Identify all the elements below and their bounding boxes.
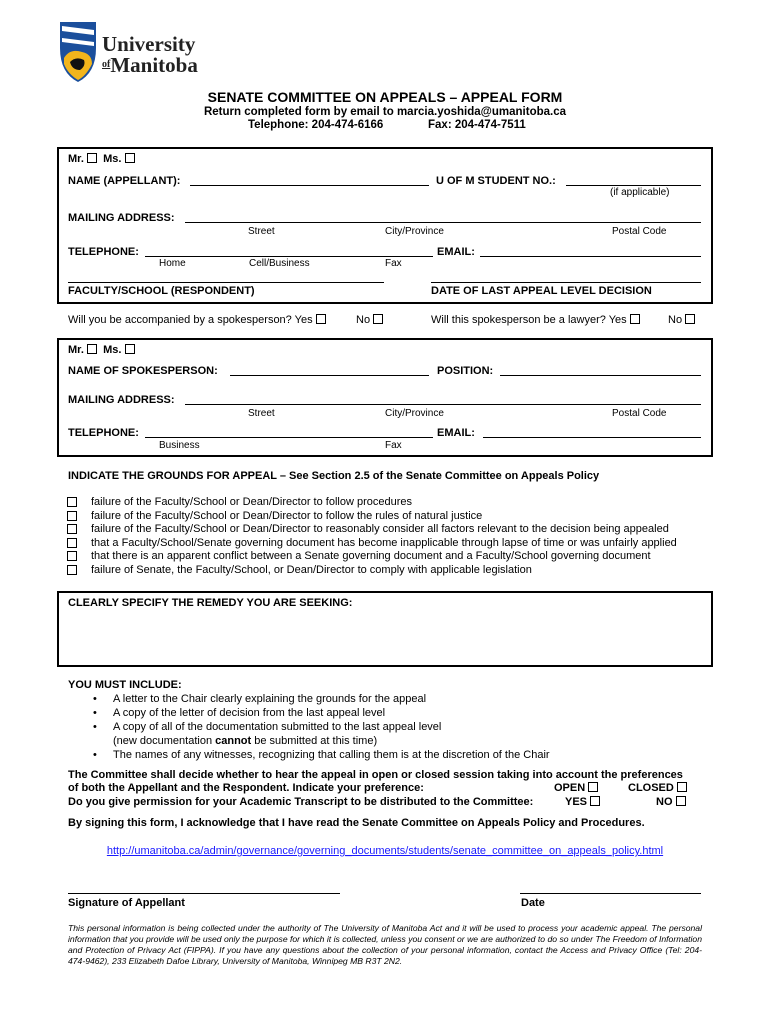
ground-checkbox[interactable]	[67, 538, 77, 548]
include-item: • A copy of all of the documentation submitted to the last appeal level	[113, 720, 753, 734]
spokesperson-name-field[interactable]	[230, 375, 429, 376]
date-decision-label: DATE OF LAST APPEAL LEVEL DECISION	[431, 285, 652, 297]
ground-checkbox[interactable]	[67, 565, 77, 575]
transcript-no-label: NO	[656, 796, 673, 808]
transcript-yes-checkbox[interactable]	[590, 796, 600, 806]
lawyer-no	[668, 314, 695, 326]
position-field[interactable]	[500, 375, 701, 376]
ground-checkbox[interactable]	[67, 511, 77, 521]
home-caption: Home	[159, 258, 186, 269]
city-caption: City/Province	[385, 226, 444, 237]
sp-street-caption: Street	[248, 408, 275, 419]
closed-label: CLOSED	[628, 782, 674, 794]
spokesperson-no-label: No	[356, 314, 371, 326]
sp-business-caption: Business	[159, 440, 200, 451]
ground-checkbox[interactable]	[67, 497, 77, 507]
sp-city-caption: City/Province	[385, 408, 444, 419]
lawyer-no-label: No	[668, 314, 683, 326]
spokesperson-yes-checkbox[interactable]	[316, 314, 326, 324]
open-label: OPEN	[554, 782, 586, 794]
include-list	[69, 692, 753, 762]
ground-text: that there is an apparent conflict between a Senate governing document and a Faculty/School governing document	[91, 550, 651, 562]
subnote-pre: (new documentation	[113, 735, 216, 747]
appellant-mailing-field[interactable]	[185, 222, 701, 223]
appellant-email-label: EMAIL:	[437, 246, 475, 258]
ground-text: failure of the Faculty/School or Dean/Director to follow procedures	[91, 496, 412, 508]
closed-checkbox[interactable]	[677, 782, 687, 792]
transcript-no-option	[656, 796, 686, 808]
header-fax: Fax: 204-474-7511	[428, 119, 526, 131]
logo-university-text: University	[102, 32, 196, 56]
spokesperson-mailing-label: MAILING ADDRESS:	[68, 394, 175, 406]
transcript-yes-option	[565, 796, 600, 808]
include-item: • A letter to the Chair clearly explaining the grounds for the appeal	[113, 692, 753, 706]
bison-shield-icon	[56, 18, 100, 84]
ground-checkbox[interactable]	[67, 524, 77, 534]
lawyer-question-text: Will this spokesperson be a lawyer? Yes	[431, 314, 627, 326]
faculty-field[interactable]	[68, 282, 384, 283]
transcript-no-checkbox[interactable]	[676, 796, 686, 806]
closed-option	[628, 782, 687, 794]
policy-link[interactable]: http://umanitoba.ca/admin/governance/governing_documents/students/senate_committee_on_appeals_policy.html	[106, 845, 664, 857]
transcript-yes-label: YES	[565, 796, 588, 808]
privacy-notice: This personal information is being collected under the authority of The University of Manitoba Act and it will be used to process your academic appeal. The personal information that you provide will be used only the purpose for which it is collected, unless you consent or we are authorized to do so under The Freedom of Information and Protection of Privacy Act (FIPPA). If you have any questions about the collection of your personal information, contact the Access and Privacy Office (Tel: 204-474-9462), 233 Elizabeth Dafoe Library, University of Manitoba, Winnipeg MB R3T 2N2.	[68, 923, 702, 966]
header-telephone: Telephone: 204-474-6166	[248, 119, 384, 131]
grounds-list	[67, 496, 717, 577]
spokesperson-question	[68, 314, 326, 326]
ground-item	[67, 564, 717, 578]
logo-manitoba-text: Manitoba	[110, 53, 198, 77]
appellant-name-label: NAME (APPELLANT):	[68, 175, 181, 187]
date-decision-field[interactable]	[431, 282, 701, 283]
grounds-heading: INDICATE THE GROUNDS FOR APPEAL – See Section 2.5 of the Senate Committee on Appeals Policy	[68, 470, 600, 482]
street-caption: Street	[248, 226, 275, 237]
sp-mr-checkbox[interactable]	[87, 344, 97, 354]
sp-postal-caption: Postal Code	[612, 408, 667, 419]
faculty-label: FACULTY/SCHOOL (RESPONDENT)	[68, 285, 255, 297]
if-applicable-note: (if applicable)	[610, 187, 670, 198]
date-label: Date	[521, 897, 545, 909]
lawyer-no-checkbox[interactable]	[685, 314, 695, 324]
ground-item	[67, 523, 717, 537]
student-no-label: U OF M STUDENT NO.:	[436, 175, 556, 187]
appellant-name-field[interactable]	[190, 185, 429, 186]
student-no-field[interactable]	[566, 185, 701, 186]
postal-caption: Postal Code	[612, 226, 667, 237]
open-checkbox[interactable]	[588, 782, 598, 792]
acknowledge-text: By signing this form, I acknowledge that I have read the Senate Committee on Appeals Policy and Procedures.	[68, 817, 645, 829]
include-item: • A copy of the letter of decision from the last appeal level	[113, 706, 753, 720]
return-line: Return completed form by email to marcia.yoshida@umanitoba.ca	[203, 106, 567, 118]
lawyer-question	[431, 314, 640, 326]
session-line-2: of both the Appellant and the Respondent. Indicate your preference:	[68, 782, 424, 794]
remedy-label: CLEARLY SPECIFY THE REMEDY YOU ARE SEEKING:	[68, 597, 353, 609]
cell-caption: Cell/Business	[249, 258, 310, 269]
ground-text: failure of the Faculty/School or Dean/Director to reasonably consider all factors relevant to the decision being appealed	[91, 523, 669, 535]
subnote-post: be submitted at this time)	[251, 735, 378, 747]
subnote-bold: cannot	[215, 735, 252, 747]
signature-field[interactable]	[68, 893, 340, 894]
open-option	[554, 782, 598, 794]
appellant-title-row	[68, 153, 135, 165]
ground-item	[67, 510, 717, 524]
spokesperson-email-field[interactable]	[483, 437, 701, 438]
include-heading: YOU MUST INCLUDE:	[68, 679, 182, 691]
include-subnote	[113, 734, 753, 748]
spokesperson-name-label: NAME OF SPOKESPERSON:	[68, 365, 218, 377]
appellant-telephone-field[interactable]	[145, 256, 433, 257]
form-title: SENATE COMMITTEE ON APPEALS – APPEAL FORM	[207, 89, 563, 105]
sp-mr-label: Mr.	[68, 344, 84, 356]
position-label: POSITION:	[437, 365, 494, 377]
appellant-email-field[interactable]	[480, 256, 701, 257]
sp-ms-label: Ms.	[103, 344, 122, 356]
ground-text: that a Faculty/School/Senate governing document has become inapplicable through lapse of time or was unfairly applied	[91, 536, 677, 549]
spokesperson-question-text: Will you be accompanied by a spokesperson? Yes	[68, 314, 313, 326]
mr-label: Mr.	[68, 153, 84, 165]
ground-text: failure of the Faculty/School or Dean/Director to follow the rules of natural justice	[91, 509, 483, 522]
spokesperson-telephone-label: TELEPHONE:	[68, 427, 139, 439]
signature-label: Signature of Appellant	[68, 897, 185, 909]
spokesperson-no	[356, 314, 383, 326]
ground-checkbox[interactable]	[67, 551, 77, 561]
spokesperson-email-label: EMAIL:	[437, 427, 475, 439]
date-field[interactable]	[520, 893, 701, 894]
sp-fax-caption: Fax	[385, 440, 402, 451]
session-line-1: The Committee shall decide whether to hear the appeal in open or closed session taking into account the preferences	[68, 769, 683, 781]
appellant-telephone-label: TELEPHONE:	[68, 246, 139, 258]
ground-item	[67, 496, 717, 510]
logo-of-text: of	[102, 59, 111, 70]
ground-item	[67, 537, 717, 551]
lawyer-yes-checkbox[interactable]	[630, 314, 640, 324]
include-item: • The names of any witnesses, recognizing that calling them is at the discretion of the Chair	[113, 748, 753, 762]
spokesperson-title-row	[68, 344, 135, 356]
ms-checkbox[interactable]	[125, 153, 135, 163]
appellant-mailing-label: MAILING ADDRESS:	[68, 212, 175, 224]
spokesperson-mailing-field[interactable]	[185, 404, 701, 405]
spokesperson-no-checkbox[interactable]	[373, 314, 383, 324]
ms-label: Ms.	[103, 153, 122, 165]
spokesperson-telephone-field[interactable]	[145, 437, 433, 438]
university-logo	[56, 18, 206, 88]
mr-checkbox[interactable]	[87, 153, 97, 163]
ground-text: failure of Senate, the Faculty/School, or Dean/Director to comply with applicable legislation	[91, 563, 532, 576]
session-line-3: Do you give permission for your Academic Transcript to be distributed to the Committee:	[68, 796, 534, 808]
ground-item	[67, 550, 717, 564]
fax-caption: Fax	[385, 258, 402, 269]
sp-ms-checkbox[interactable]	[125, 344, 135, 354]
